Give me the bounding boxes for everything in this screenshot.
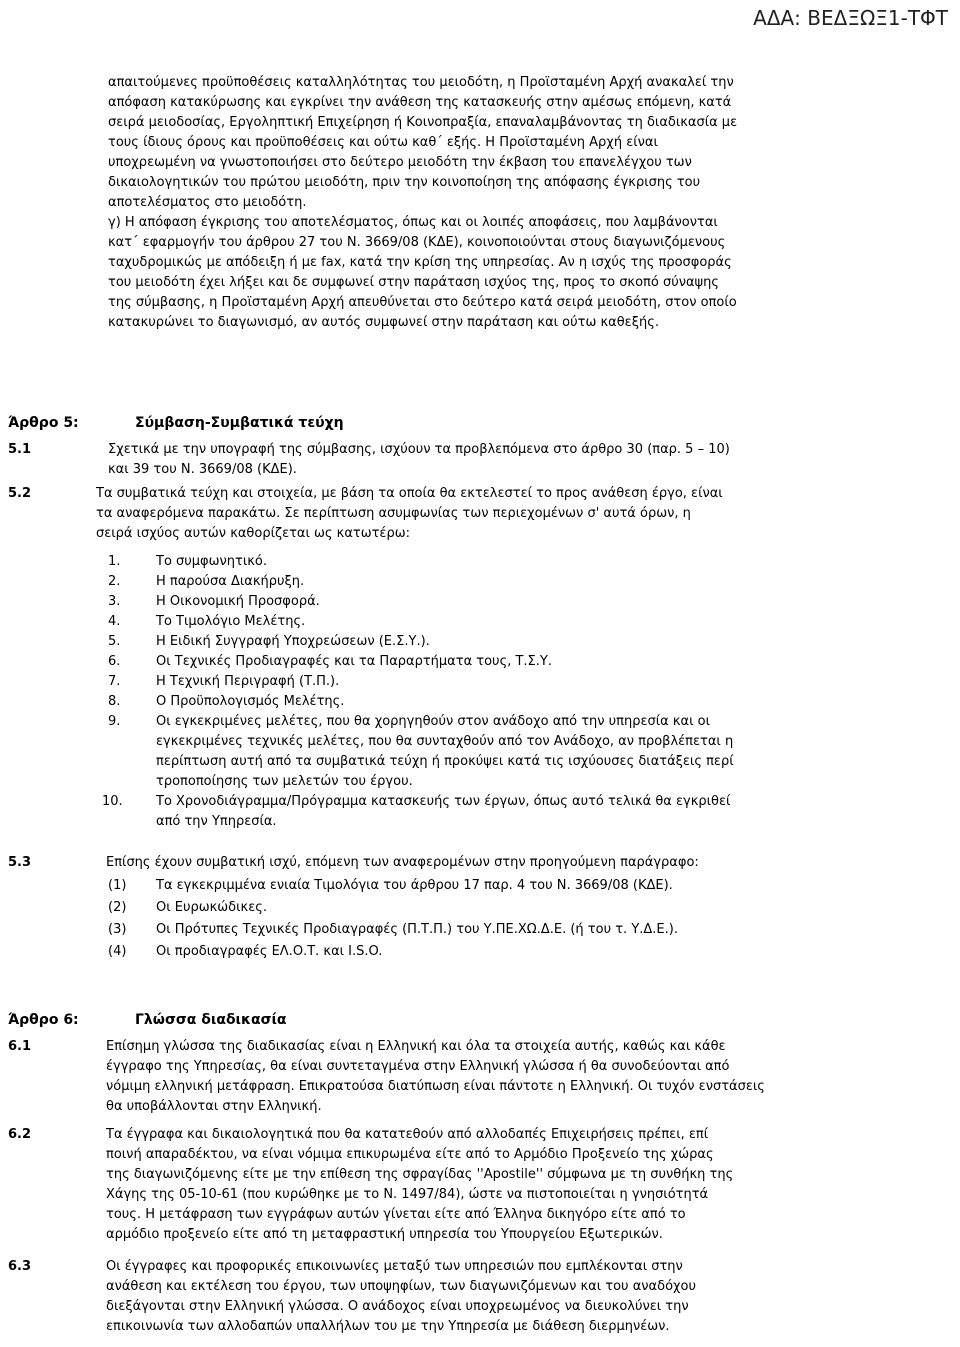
list-number: 1.	[108, 554, 121, 569]
list-item-continuation	[108, 772, 928, 792]
list-text: Τα εγκεκριμμένα ενιαία Τιμολόγια του άρθρου 17 παρ. 4 του Ν. 3669/08 (ΚΔΕ).	[156, 878, 673, 893]
text-line: σειρά ισχύος αυτών καθορίζεται ως κατωτέρω:	[96, 526, 410, 541]
list-text: περίπτωση αυτή από τα συμβατικά τεύχη ή προκύψει κατά τις ισχύουσες διατάξεις περί	[156, 754, 734, 769]
text-line: υποχρεωμένη να γνωστοποιήσει στο δεύτερο μειοδότη την έκβαση του επανελέγχου των	[108, 155, 692, 170]
text-line: ανάθεση και εκτέλεση του έργου, των υποψηφίων, των διαγωνιζόμενων και του αναδόχου	[106, 1279, 697, 1294]
paragraph-number: 5.2	[8, 486, 32, 501]
list-item	[108, 592, 928, 612]
text-line: κατ΄ εφαρμογήν του άρθρου 27 του Ν. 3669/08 (ΚΔΕ), κοινοποιούνται στους διαγωνιζόμενους	[108, 235, 726, 250]
list-item	[108, 552, 928, 572]
list-text: από την Υπηρεσία.	[156, 814, 277, 829]
list-number: 2.	[108, 574, 121, 589]
text-line: τα αναφερόμενα παρακάτω. Σε περίπτωση ασυμφωνίας των περιεχομένων σ' αυτά όρων, η	[96, 506, 691, 521]
list-item	[108, 632, 928, 652]
list-number: 4.	[108, 614, 121, 629]
text-line: αρμόδιο προξενείο είτε από τη μεταφραστική υπηρεσία του Υπουργείου Εξωτερικών.	[106, 1227, 663, 1242]
list-text: Οι εγκεκριμένες μελέτες, που θα χορηγηθούν στον ανάδοχο από την υπηρεσία και οι	[156, 714, 710, 729]
list-text: Το Τιμολόγιο Μελέτης.	[156, 614, 306, 629]
list-number: 10.	[102, 794, 123, 809]
list-item	[108, 898, 928, 918]
list-number: (3)	[108, 922, 127, 937]
list-text: Οι Τεχνικές Προδιαγραφές και τα Παραρτήματα τους, Τ.Σ.Υ.	[156, 654, 552, 669]
list-text: Η Ειδική Συγγραφή Υποχρεώσεων (Ε.Σ.Υ.).	[156, 634, 430, 649]
text-line: Επίσης έχουν συμβατική ισχύ, επόμενη των αναφερομένων στην προηγούμενη παράγραφο:	[106, 855, 699, 870]
text-line: Επίσημη γλώσσα της διαδικασίας είναι η Ελληνική και όλα τα στοιχεία αυτής, καθώς και κάθε	[106, 1039, 726, 1054]
list-item	[102, 792, 928, 812]
paragraph-number: 6.2	[8, 1127, 32, 1142]
list-item	[108, 920, 928, 940]
text-line: τους. Η μετάφραση των εγγράφων αυτών γίνεται είτε από Έλληνα δικηγόρο είτε από το	[106, 1207, 686, 1222]
list-text: εγκεκριμένες τεχνικές μελέτες, που θα συνταχθούν από τον Ανάδοχο, αν προβλέπεται η	[156, 734, 734, 749]
paragraph-number: 5.3	[8, 855, 32, 870]
list-item	[108, 876, 928, 896]
text-line: του μειοδότη έχει λήξει και δε συμφωνεί στην παράταση ισχύος της, προς το σκοπό σύναψης	[108, 275, 719, 290]
text-line: Οι έγγραφες και προφορικές επικοινωνίες μεταξύ των υπηρεσιών που εμπλέκονται στην	[106, 1259, 683, 1274]
list-number: (2)	[108, 900, 127, 915]
list-number: 5.	[108, 634, 121, 649]
list-number: 3.	[108, 594, 121, 609]
list-number: 6.	[108, 654, 121, 669]
list-number: 8.	[108, 694, 121, 709]
list-text: Οι Ευρωκώδικες.	[156, 900, 267, 915]
list-number: (4)	[108, 944, 127, 959]
paragraph-5-2	[8, 484, 948, 544]
paragraph-6-1	[8, 1037, 948, 1117]
list-text: Ο Προϋπολογισμός Μελέτης.	[156, 694, 345, 709]
text-line: ταχυδρομικώς με απόδειξη ή με fax, κατά την κρίση της υπηρεσίας. Αν η ισχύς της προσφοράς	[108, 255, 732, 270]
list-number: 9.	[108, 714, 121, 729]
text-line: απόφαση κατακύρωσης και εγκρίνει την ανάθεση της κατασκευής στην αμέσως επόμενη, κατά	[108, 95, 732, 110]
list-number: (1)	[108, 878, 127, 893]
text-line: απαιτούμενες προϋποθέσεις καταλληλότητας του μειοδότη, η Προϊσταμένη Αρχή ανακαλεί την	[108, 75, 734, 90]
paragraph-number: 6.1	[8, 1039, 32, 1054]
previous-section-text	[8, 73, 948, 333]
text-line: της σύμβασης, η Προϊσταμένη Αρχή απευθύνεται στο δεύτερο κατά σειρά μειοδότη, στον οποίο	[108, 295, 737, 310]
text-line: διεξάγονται στην Ελληνική γλώσσα. Ο ανάδοχος είναι υποχρεωμένος να διευκολύνει την	[106, 1299, 689, 1314]
text-line: Τα έγγραφα και δικαιολογητικά που θα κατατεθούν από αλλοδαπές Επιχειρήσεις πρέπει, επί	[106, 1127, 709, 1142]
list-item-continuation	[108, 812, 928, 832]
list-number: 7.	[108, 674, 121, 689]
text-line: σειρά μειοδοσίας, Εργοληπτική Επιχείρηση ή Κοινοπραξία, επαναλαμβάνοντας τη διαδικασία με	[108, 115, 738, 130]
text-line: νόμιμη ελληνική μετάφραση. Επικρατούσα διατύπωση είναι πάντοτε η Ελληνική. Οι τυχόν ενστάσεις	[106, 1079, 765, 1094]
text-line: της διαγωνιζόμενης είτε με την επίθεση της σφραγίδας ''Apostile'' σύμφωνα με τη συνθήκη της	[106, 1167, 734, 1182]
text-line: κατακυρώνει το διαγωνισμό, αν αυτός συμφωνεί στην παράταση και ούτω καθεξής.	[108, 315, 659, 330]
list-text: Η Οικονομική Προσφορά.	[156, 594, 320, 609]
list-item	[108, 612, 928, 632]
text-line: αποτελέσματος στο μειοδότη.	[108, 195, 307, 210]
list-item-continuation	[108, 732, 928, 752]
paragraph-5-3	[8, 853, 948, 873]
text-line: Σχετικά με την υπογραφή της σύμβασης, ισχύουν τα προβλεπόμενα στο άρθρο 30 (παρ. 5 – 10)	[108, 442, 730, 457]
contract-documents-list	[102, 552, 928, 832]
text-line: Τα συμβατικά τεύχη και στοιχεία, με βάση τα οποία θα εκτελεστεί το προς ανάθεση έργο, είναι	[96, 486, 723, 501]
list-item	[108, 942, 928, 962]
list-text: Το συμφωνητικό.	[156, 554, 267, 569]
text-line: Χάγης της 05-10-61 (που κυρώθηκε με το Ν. 1497/84), ώστε να πιστοποιείται η γνησιότητά	[106, 1187, 709, 1202]
text-line: τους ίδιους όρους και προϋποθέσεις και ούτω καθ΄ εξής. Η Προϊσταμένη Αρχή είναι	[108, 135, 658, 150]
article-5-label: Άρθρο 5:	[8, 415, 79, 431]
list-item-continuation	[108, 752, 928, 772]
text-line: ποινή απαραδέκτου, να είναι νόμιμα επικυρωμένα είτε από το Αρμόδιο Προξενείο της χώρας	[106, 1147, 714, 1162]
list-text: Οι προδιαγραφές ΕΛ.Ο.Τ. και I.S.O.	[156, 944, 383, 959]
list-item	[108, 672, 928, 692]
article-6-label: Άρθρο 6:	[8, 1012, 79, 1028]
list-text: Η Τεχνική Περιγραφή (Τ.Π.).	[156, 674, 340, 689]
paragraph-number: 6.3	[8, 1259, 32, 1274]
paragraph-5-1	[8, 440, 948, 480]
paragraph-6-2	[8, 1125, 948, 1245]
additional-documents-list	[108, 876, 928, 962]
list-item	[108, 712, 928, 732]
text-line: επικοινωνία των αλλοδαπών υπαλλήλων του με την Υπηρεσία με διάθεση διερμηνέων.	[106, 1319, 670, 1334]
text-line: γ) Η απόφαση έγκρισης του αποτελέσματος, όπως και οι λοιπές αποφάσεις, που λαμβάνονται	[108, 215, 718, 230]
article-6-title: Γλώσσα διαδικασία	[135, 1012, 287, 1028]
article-5-title: Σύμβαση-Συμβατικά τεύχη	[135, 415, 344, 431]
list-text: Η παρούσα Διακήρυξη.	[156, 574, 305, 589]
text-line: έγγραφο της Υπηρεσίας, θα είναι συντεταγμένα στην Ελληνική γλώσσα ή θα συνοδεύονται από	[106, 1059, 730, 1074]
document-id-header: ΑΔΑ: ΒΕΔΞΩΞ1-ΤΦΤ	[753, 6, 948, 30]
list-text: Το Χρονοδιάγραμμα/Πρόγραμμα κατασκευής των έργων, όπως αυτό τελικά θα εγκριθεί	[156, 794, 731, 809]
list-text: τροποποίησης των μελετών του έργου.	[156, 774, 413, 789]
paragraph-number: 5.1	[8, 442, 32, 457]
list-item	[108, 572, 928, 592]
list-text: Οι Πρότυπες Τεχνικές Προδιαγραφές (Π.Τ.Π.) του Υ.ΠΕ.ΧΩ.Δ.Ε. (ή του τ. Υ.Δ.Ε.).	[156, 922, 678, 937]
text-line: δικαιολογητικών του πρώτου μειοδότη, πριν την κοινοποίηση της απόφασης έγκρισης του	[108, 175, 701, 190]
paragraph-6-3	[8, 1257, 948, 1337]
list-item	[108, 652, 928, 672]
text-line: και 39 του Ν. 3669/08 (ΚΔΕ).	[108, 462, 297, 477]
text-line: θα υποβάλλονται στην Ελληνική.	[106, 1099, 322, 1114]
list-item	[108, 692, 928, 712]
